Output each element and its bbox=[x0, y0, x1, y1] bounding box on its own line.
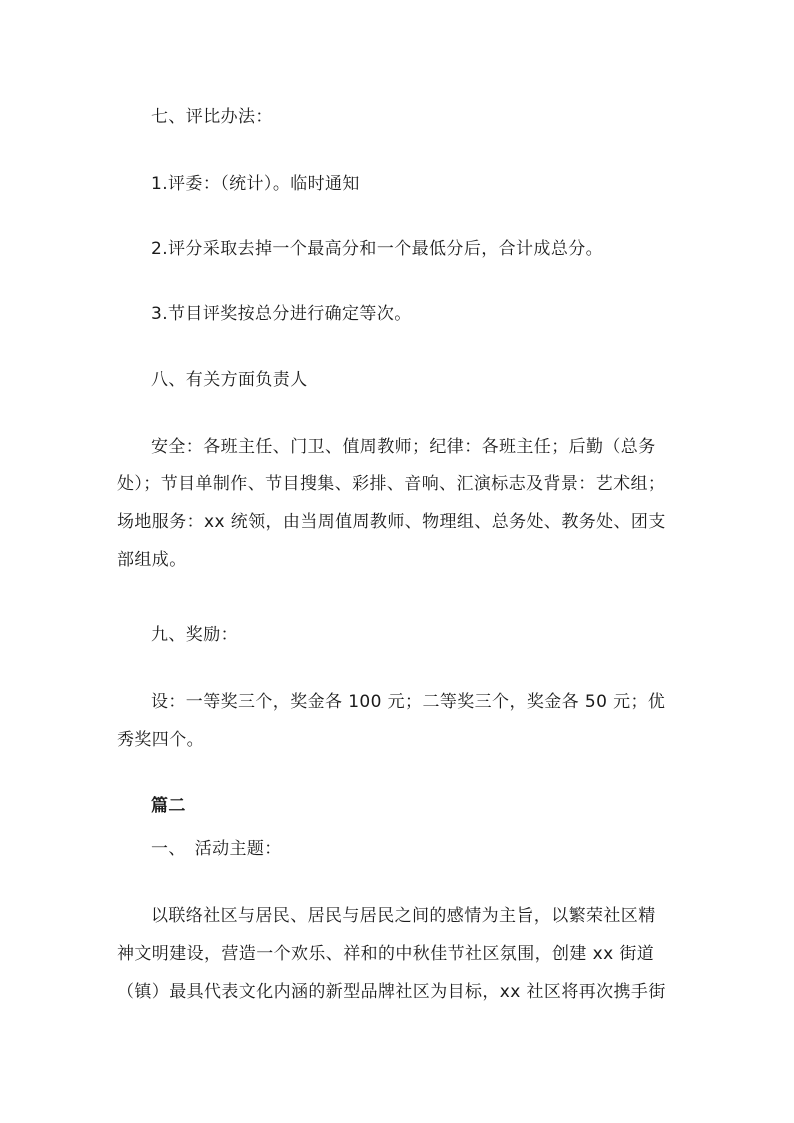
paragraph-line: （镇）最具代表文化内涵的新型品牌社区为目标，xx 社区将再次携手街 bbox=[117, 982, 666, 1002]
paragraph-line: 安全：各班主任、门卫、值周教师；纪律：各班主任；后勤（总务 bbox=[151, 437, 656, 457]
section-heading-awards: 九、奖励： bbox=[151, 625, 238, 645]
section-heading-responsible: 八、有关方面负责人 bbox=[151, 370, 308, 390]
paragraph-line: 神文明建设，营造一个欢乐、祥和的中秋佳节社区氛围，创建 xx 街道 bbox=[117, 944, 655, 964]
paragraph-line: 3.节目评奖按总分进行确定等次。 bbox=[151, 304, 412, 324]
part-heading: 篇二 bbox=[151, 796, 186, 816]
paragraph-line: 设：一等奖三个，奖金各 100 元；二等奖三个，奖金各 50 元；优 bbox=[151, 692, 666, 712]
paragraph-line: 秀奖四个。 bbox=[117, 730, 204, 750]
paragraph-line: 1.评委：（统计）。临时通知 bbox=[151, 174, 360, 194]
paragraph-line: 场地服务：xx 统领，由当周值周教师、物理组、总务处、教务处、团支 bbox=[117, 512, 666, 532]
paragraph-line: 处）；节目单制作、节目搜集、彩排、音响、汇演标志及背景：艺术组； bbox=[117, 474, 666, 494]
section-heading-evaluation: 七、评比办法： bbox=[151, 107, 273, 127]
section-heading-theme: 一、 活动主题： bbox=[151, 839, 282, 859]
paragraph-line: 2.评分采取去掉一个最高分和一个最低分后，合计成总分。 bbox=[151, 239, 604, 259]
paragraph-line: 以联络社区与居民、居民与居民之间的感情为主旨，以繁荣社区精 bbox=[151, 906, 656, 926]
paragraph-line: 部组成。 bbox=[117, 550, 187, 570]
